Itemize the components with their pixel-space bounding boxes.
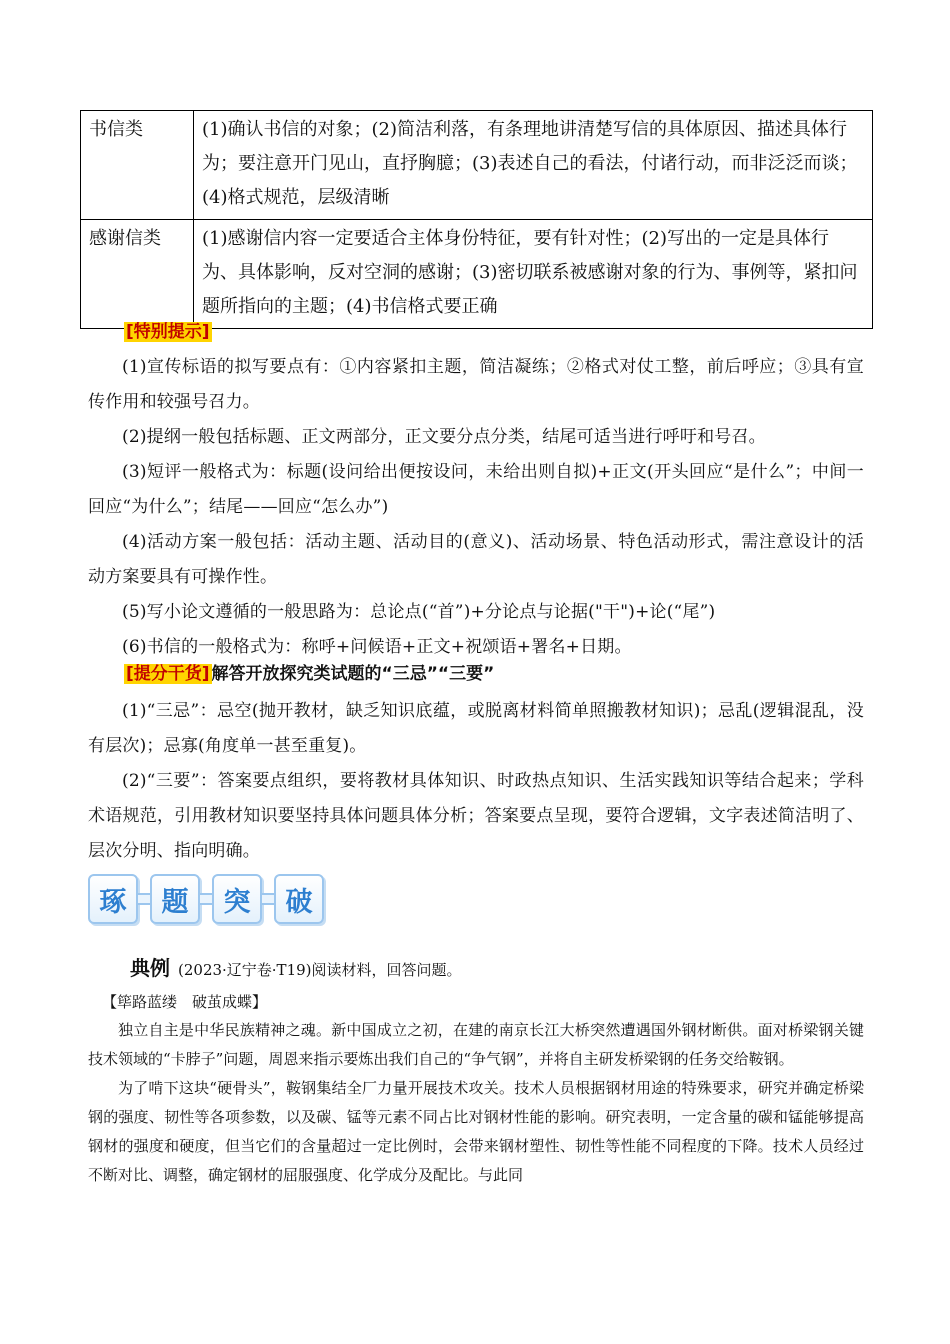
row-category: 书信类 [81, 111, 194, 220]
example-material [88, 988, 864, 1190]
tip-item: (6)书信的一般格式为：称呼+问候语+正文+祝颂语+署名+日期。 [122, 637, 632, 657]
banner-char: 题 [150, 874, 200, 924]
banner-char: 突 [212, 874, 262, 924]
example-source: (2023·辽宁卷·T19)阅读材料，回答问题。 [178, 961, 462, 979]
table-row [81, 111, 873, 220]
score-tip-tag: [提分干货] [126, 664, 210, 684]
material-title: 【筚路蓝缕 破茧成蝶】 [102, 993, 268, 1011]
section-banner [88, 872, 324, 926]
special-tip-tag: [特别提示] [126, 322, 210, 342]
tip-item: (1)“三忌”：忌空(抛开教材，缺乏知识底蕴，或脱离材料简单照搬教材知识)；忌乱(逻辑混乱，没有层次)；忌寡(角度单一甚至重复)。 [88, 701, 864, 756]
tip-item: (3)短评一般格式为：标题(设问给出便按设问，未给出则自拟)+正文(开头回应“是什么”；中间一回应“为什么”；结尾——回应“怎么办”) [88, 462, 864, 517]
tip-item: (2)提纲一般包括标题、正文两部分，正文要分点分类，结尾可适当进行呼吁和号召。 [122, 427, 766, 447]
example-title: 典例 [130, 956, 170, 980]
tip-item: (2)“三要”：答案要点组织，要将教材具体知识、时政热点知识、生活实践知识等结合起来；学科术语规范，引用教材知识要坚持具体问题具体分析；答案要点呈现，要符合逻辑，文字表述简洁明了、层次分明、指向明确。 [88, 771, 864, 861]
row-content: (1)确认书信的对象；(2)简洁利落，有条理地讲清楚写信的具体原因、描述具体行为；要注意开门见山，直抒胸臆；(3)表述自己的看法，付诸行动，而非泛泛而谈；(4)格式规范，层级清晰 [194, 111, 873, 220]
material-paragraph: 为了啃下这块“硬骨头”，鞍钢集结全厂力量开展技术攻关。技术人员根据钢材用途的特殊要求，研究并确定桥梁钢的强度、韧性等各项参数，以及碳、锰等元素不同占比对钢材性能的影响。研究表明，一定含量的碳和锰能够提高钢材的强度和硬度，但当它们的含量超过一定比例时，会带来钢材塑性、韧性等性能不同程度的下降。技术人员经过不断对比、调整，确定钢材的屈服强度、化学成分及配比。与此同 [88, 1079, 864, 1184]
material-paragraph: 独立自主是中华民族精神之魂。新中国成立之初，在建的南京长江大桥突然遭遇国外钢材断供。面对桥梁钢关键技术领域的“卡脖子”问题，周恩来指示要炼出我们自己的“争气钢”，并将自主研发桥梁钢的任务交给鞍钢。 [88, 1021, 864, 1068]
letter-types-table [80, 110, 873, 329]
banner-char: 琢 [88, 874, 138, 924]
row-category: 感谢信类 [81, 220, 194, 329]
tip-item: (1)宣传标语的拟写要点有：①内容紧扣主题，简洁凝练；②格式对仗工整，前后呼应；③具有宣传作用和较强号召力。 [88, 357, 864, 412]
table-row [81, 220, 873, 329]
row-content: (1)感谢信内容一定要适合主体身份特征，要有针对性；(2)写出的一定是具体行为、具体影响，反对空洞的感谢；(3)密切联系被感谢对象的行为、事例等，紧扣问题所指向的主题；(4)书信格式要正确 [194, 220, 873, 329]
score-tip-title: 解答开放探究类试题的“三忌”“三要” [211, 664, 495, 684]
banner-char: 破 [274, 874, 324, 924]
example-heading [130, 952, 462, 981]
score-tip-section [88, 660, 864, 869]
tip-item: (4)活动方案一般包括：活动主题、活动目的(意义)、活动场景、特色活动形式，需注意设计的活动方案要具有可操作性。 [88, 532, 864, 587]
special-tip-section [88, 318, 864, 665]
tip-item: (5)写小论文遵循的一般思路为：总论点(“首”)+分论点与论据("干")+论(“尾”) [122, 602, 716, 622]
